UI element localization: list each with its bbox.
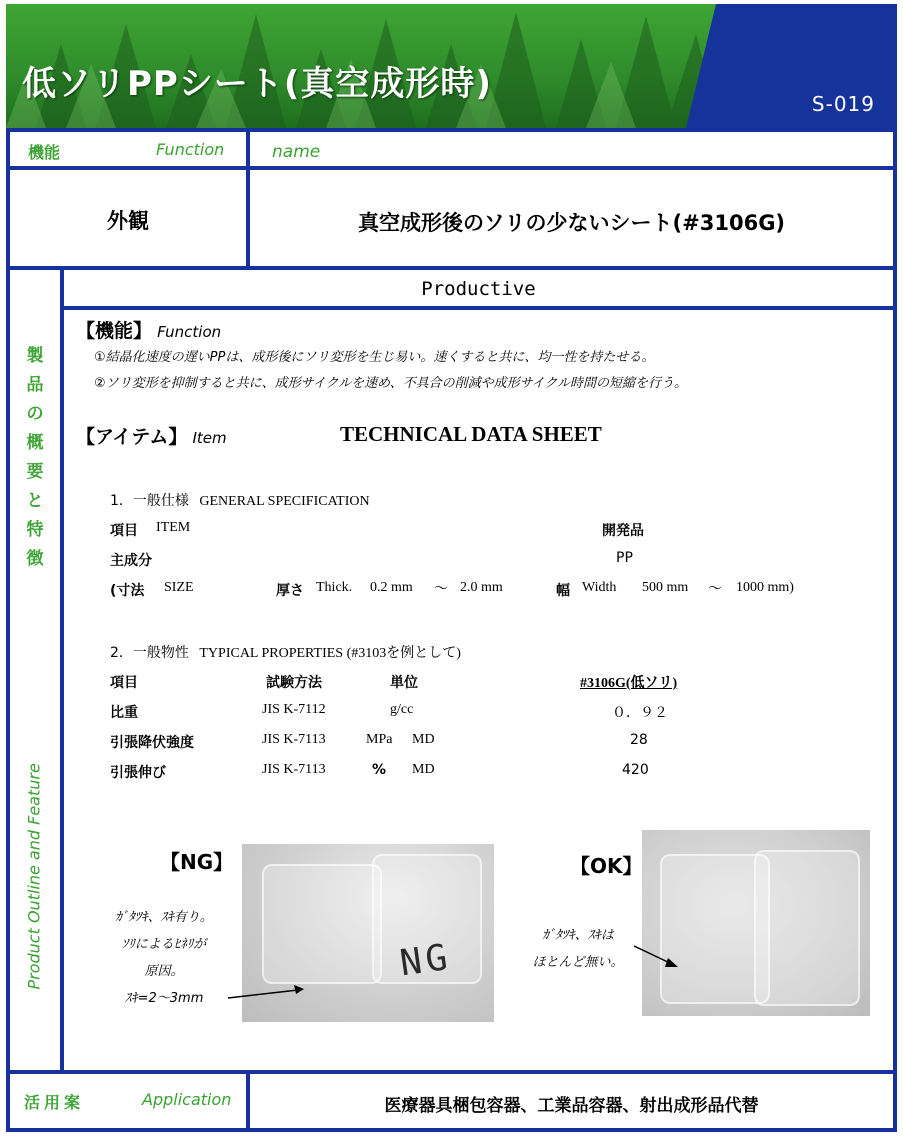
- function-value: name: [272, 142, 321, 162]
- typical-col-unit: 単位: [390, 675, 418, 691]
- width-label-en: Width: [582, 580, 617, 595]
- item-section-sub: Item: [192, 429, 227, 447]
- item-label: 項目: [110, 523, 138, 539]
- ng-arrow-icon: [226, 980, 306, 1004]
- width-max: 1000 mm): [736, 580, 794, 595]
- function-section-heading: [76, 316, 221, 343]
- application-label-cell: [10, 1074, 246, 1128]
- main-component-value: PP: [616, 550, 633, 566]
- item-section-heading: [76, 422, 227, 449]
- appearance-label: 外観: [107, 209, 149, 233]
- item-section-title: 【アイテム】: [76, 426, 188, 448]
- typical-row-3-method: JIS K-7113: [262, 762, 326, 777]
- general-heading-en: GENERAL SPECIFICATION: [199, 494, 370, 509]
- function-label-en: Function: [156, 140, 225, 159]
- productive-header-cell: [64, 270, 893, 306]
- thick-max: 2.0 mm: [460, 580, 503, 595]
- ng-caption-line-1: ｶﾞﾀﾂｷ、ｽｷ有り。: [115, 910, 213, 925]
- side-label-jp: 製 品 の 概 要 と 特 徴: [26, 346, 44, 569]
- ng-caption-line-4: ｽｷ=2～3mm: [124, 991, 204, 1006]
- width-tilde: ～: [708, 581, 722, 597]
- function-section-sub: Function: [157, 323, 222, 341]
- function-section-title: 【機能】: [76, 320, 153, 342]
- header-banner: [6, 4, 897, 128]
- application-label-jp: 活用案: [24, 1093, 85, 1112]
- ok-tag: 【OK】: [570, 854, 643, 878]
- typical-row-2-dir: MD: [412, 732, 435, 747]
- side-label-en: Product Outline and Feature: [24, 763, 44, 990]
- size-label: (寸法: [110, 583, 145, 599]
- general-heading-jp: 1．一般仕様: [110, 493, 189, 509]
- typical-row-1-item: 比重: [110, 705, 138, 721]
- appearance-label-cell: [10, 170, 246, 266]
- spec-sheet-frame: [6, 128, 897, 1132]
- typical-row-1-unit: g/cc: [390, 702, 414, 717]
- tds-title: TECHNICAL DATA SHEET: [340, 422, 602, 446]
- typical-row-2-item: 引張降伏強度: [110, 735, 194, 751]
- main-component-label: 主成分: [110, 553, 152, 569]
- thick-label: 厚さ: [276, 583, 304, 599]
- thick-label-en: Thick.: [316, 580, 353, 595]
- typical-heading: [110, 642, 461, 662]
- typical-col-item: 項目: [110, 675, 138, 691]
- typical-heading-en: TYPICAL PROPERTIES (#3103を例として): [199, 646, 461, 661]
- ng-caption-line-3: 原因。: [144, 964, 184, 979]
- typical-row-2-unit: MPa: [366, 732, 393, 747]
- productive-header: Productive: [421, 278, 536, 300]
- typical-row-2-value: 28: [630, 732, 648, 748]
- function-line-1: ①結晶化速度の遅いPPは、成形後にソリ変形を生じ易い。速くすると共に、均一性を持たせる。: [94, 350, 655, 365]
- general-heading: [110, 490, 370, 510]
- thick-tilde: ～: [434, 581, 448, 597]
- ng-caption-line-2: ｿﾘによるﾋﾈﾘが: [121, 937, 207, 952]
- width-label: 幅: [556, 583, 570, 599]
- ng-tag: 【NG】: [160, 850, 234, 874]
- function-label-cell: [10, 132, 246, 166]
- typical-row-1-method: JIS K-7112: [262, 702, 326, 717]
- ng-cup-shape-1: [262, 864, 382, 984]
- function-value-cell: [250, 132, 893, 166]
- side-label-cell: [10, 270, 60, 1070]
- document-code: S-019: [811, 92, 875, 116]
- ok-caption-line-2: ほとんど無い。: [532, 955, 624, 970]
- ng-handwritten-mark: NG: [397, 936, 454, 985]
- typical-row-3-item: 引張伸び: [110, 765, 166, 781]
- application-label-en: Application: [142, 1090, 232, 1109]
- typical-row-3-value: 420: [622, 762, 649, 778]
- item-label-en: ITEM: [156, 520, 191, 535]
- ok-sample-photo: [642, 830, 870, 1016]
- function-line-2: ②ソリ変形を抑制すると共に、成形サイクルを速め、不具合の削減や成形サイクル時間の短縮を行う。: [94, 376, 688, 391]
- typical-row-2-method: JIS K-7113: [262, 732, 326, 747]
- page-title: 低ソリPPシート(真空成形時): [22, 64, 492, 104]
- typical-col-value: #3106G(低ソリ): [580, 676, 678, 691]
- ng-caption: [104, 904, 224, 1012]
- typical-row-3-dir: MD: [412, 762, 435, 777]
- ok-caption-line-1: ｶﾞﾀﾂｷ、ｽｷは: [542, 928, 614, 943]
- dev-product-label: 開発品: [602, 523, 644, 539]
- application-value: 医療器具梱包容器、工業品容器、射出成形品代替: [384, 1096, 759, 1116]
- ok-cup-shape-2: [754, 850, 860, 1006]
- typical-row-3-unit: %: [372, 762, 387, 778]
- width-min: 500 mm: [642, 580, 689, 595]
- typical-col-method: 試験方法: [266, 675, 322, 691]
- function-label-jp: 機能: [28, 143, 61, 162]
- ok-arrow-icon: [632, 942, 682, 972]
- size-label-en: SIZE: [164, 580, 194, 595]
- typical-row-1-value: ０．９２: [612, 705, 668, 721]
- product-content: [64, 310, 893, 1070]
- appearance-value: 真空成形後のソリの少ないシート(#3106G): [357, 211, 786, 235]
- appearance-value-cell: [250, 170, 893, 266]
- application-value-cell: [250, 1074, 893, 1128]
- typical-heading-jp: 2．一般物性: [110, 645, 189, 661]
- ok-caption: [516, 922, 640, 976]
- thick-min: 0.2 mm: [370, 580, 413, 595]
